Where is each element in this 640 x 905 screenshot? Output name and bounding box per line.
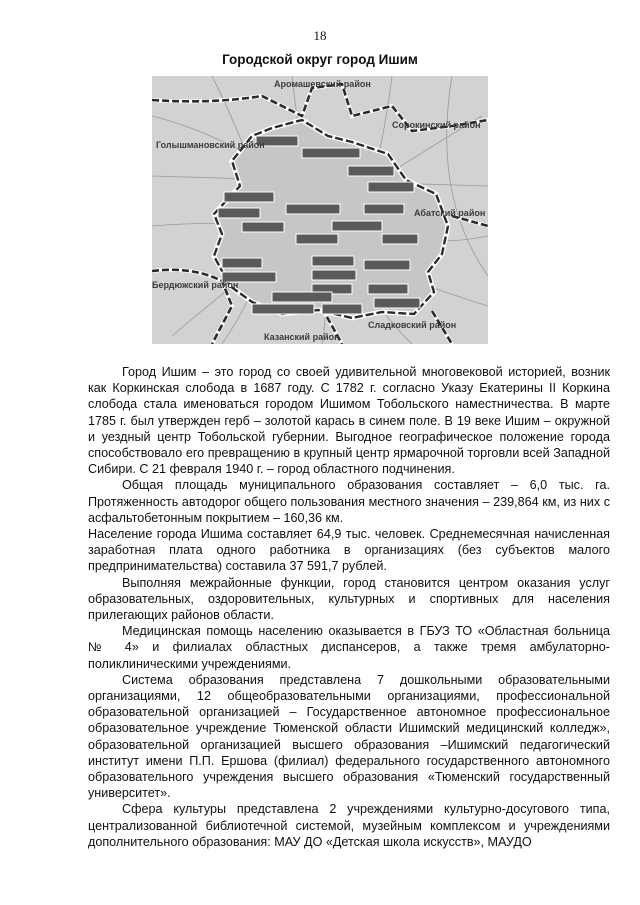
district-label-sorokinsky: Сорокинский район <box>392 120 481 130</box>
settlement-label <box>382 234 418 244</box>
settlement-label <box>348 166 394 176</box>
settlement-label <box>312 256 354 266</box>
district-label-abatsky: Абатский район <box>414 208 486 218</box>
settlement-label <box>364 204 404 214</box>
page-number: 18 <box>313 28 327 43</box>
settlement-label <box>332 221 382 231</box>
district-map <box>152 76 488 344</box>
settlement-label <box>302 148 360 158</box>
settlement-label <box>242 222 284 232</box>
page-title: Городской округ город Ишим <box>222 52 418 67</box>
paragraph: Население города Ишима составляет 64,9 тыс. человек. Среднемесячная начисленная заработная плата одного работника в организациях (без субъектов малого предпринимательства) составила 37 591,7 рублей. <box>88 527 610 574</box>
district-label-kazansky: Казанский район <box>264 332 340 342</box>
district-label-sladkovsky: Сладковский район <box>368 320 457 330</box>
district-label-golyshmanovsky: Голышмановский район <box>156 140 265 150</box>
settlement-label <box>374 298 420 308</box>
settlement-label <box>218 208 260 218</box>
paragraph: Выполняя межрайонные функции, город становится центром оказания услуг образовательных, оздоровительных, культурных и спортивных для населения прилегающих районов области. <box>88 575 610 623</box>
settlement-label <box>322 304 362 314</box>
settlement-label <box>368 284 408 294</box>
settlement-label <box>252 304 314 314</box>
body-text <box>88 364 610 850</box>
settlement-label <box>368 182 414 192</box>
district-label-berdyuzhsky: Бердюжский район <box>152 280 239 290</box>
settlement-label <box>296 234 338 244</box>
settlement-label <box>312 270 356 280</box>
district-label-aromashevsky: Аромашевский район <box>274 79 371 89</box>
paragraph: Общая площадь муниципального образования составляет – 6,0 тыс. га. Протяженность автодорог общего пользования местного значения – 239,864 км, из них с асфальтобетонным покрытием – 160,36 км. <box>88 478 610 525</box>
settlement-label <box>272 292 332 302</box>
settlement-label <box>364 260 410 270</box>
settlement-label <box>222 258 262 268</box>
paragraph: Система образования представлена 7 дошкольными образовательными организациями, 12 общеобразовательными организациями, профессиональной образовательной организацией – Государственное автономное профессиональное образовательное учреждение Тюменской области Ишимский медицинский колледж», образовательной организацией высшего образования –Ишимский педагогический институт имени П.П. Ершова (филиал) федерального государственного автономного образовательного учреждения высшего образования «Тюменский государственный университет». <box>88 672 610 801</box>
paragraph: Сфера культуры представлена 2 учреждениями культурно-досугового типа, централизованной библиотечной системой, музейным комплексом и учреждениями дополнительного образования: МАУ ДО «Детская школа искусств», МАУДО <box>88 802 610 849</box>
map-graphic <box>152 76 488 344</box>
paragraph: Город Ишим – это город со своей удивительной многовековой историей, возник как Коркинская слобода в 1687 году. С 1782 г. согласно Указу Екатерины II Коркина слобода стала именоваться городом Ишимом Тобольского наместничества. В марте 1785 г. был утвержден герб – золотой карась в синем поле. В 19 веке Ишим – окружной и уездный центр Тобольской губернии. Выгодное географическое положение города способствовало его превращению в крупный центр ярмарочной торговли всей Западной Сибири. С 21 февраля 1940 г. – город областного подчинения. <box>88 365 610 477</box>
settlement-label <box>224 192 274 202</box>
settlement-label <box>286 204 340 214</box>
paragraph: Медицинская помощь населению оказывается в ГБУЗ ТО «Областная больница № 4» и филиалах областных диспансеров, а также тремя амбулаторно-поликлиническими учреждениями. <box>88 624 610 671</box>
